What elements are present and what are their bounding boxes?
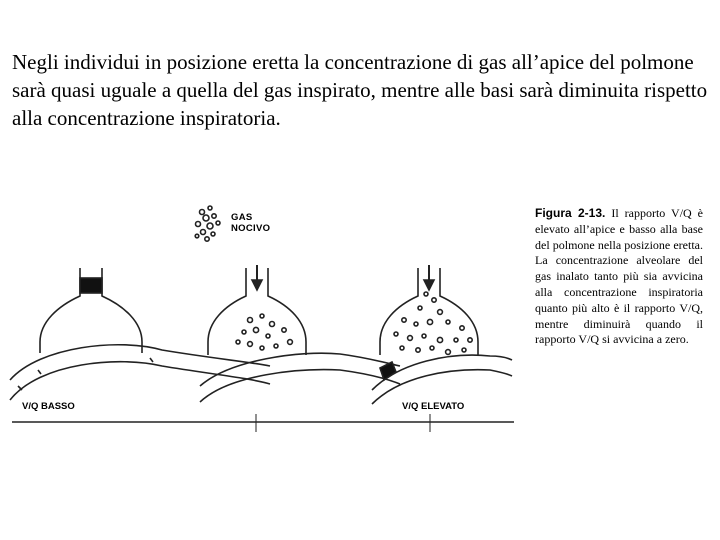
gas-bubbles [195, 206, 220, 241]
gas-label: GAS NOCIVO [231, 212, 271, 234]
vq-low-label: V/Q BASSO [22, 401, 75, 412]
vq-high-label: V/Q ELEVATO [402, 401, 465, 412]
alveolus-high-vq [372, 265, 512, 404]
caption-label: Figura 2-13. [535, 206, 606, 220]
figure-caption [535, 206, 703, 348]
caption-text: Il rapporto V/Q è elevato all’apice e basso alla base del polmone nella posizione eretta. La concentrazione alveolare del gas inalato tanto più sia avvicina alla concentrazione inspiratoria quanto più alto è il rapporto V/Q, mentre diminuirà quando il rapporto V/Q si avvicina a zero. [535, 206, 704, 347]
alveolus-middle [200, 265, 400, 402]
intro-paragraph: Negli individui in posizione eretta la concentrazione di gas all’apice del polmone sarà quasi uguale a quella del gas inspirato, mentre alle basi sarà diminuita rispetto alla concentrazione inspiratoria. [12, 50, 708, 130]
alveolus-low-vq [10, 268, 270, 400]
